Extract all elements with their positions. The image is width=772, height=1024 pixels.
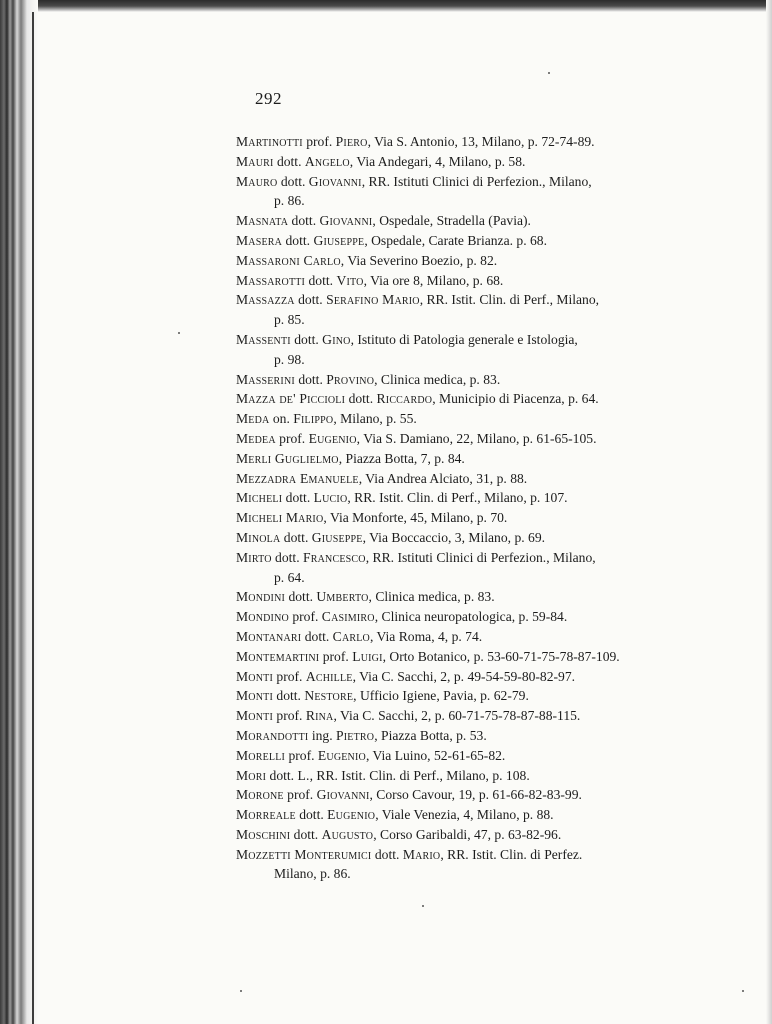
directory-entry [236,686,676,706]
entry-details: , Milano, p. 55. [333,411,417,427]
entry-details: , Via C. Sacchi, 2, p. 49-54-59-80-82-97. [352,668,576,684]
entry-title: dott. [280,173,306,189]
entry-surname: Massazza [236,292,295,308]
entry-first-name: L. [297,767,310,783]
directory-entry [236,330,676,370]
entry-surname: Micheli [236,490,283,506]
directory-entry [236,746,676,766]
directory-entry [236,726,676,746]
entry-title: dott. [275,549,300,565]
directory-list [236,132,676,884]
directory-entry [236,667,676,687]
entry-first-name: Serafino Mario [326,292,420,308]
directory-entry [236,469,676,489]
entry-surname: Massaroni Carlo [236,252,341,268]
entry-first-name: Piero [335,134,368,149]
directory-entry [236,132,676,152]
entry-surname: Mauro [236,173,278,189]
entry-details: , Corso Garibaldi, 47, p. 63-82-96. [373,826,562,842]
entry-first-name: Lucio [313,490,348,506]
entry-details: , RR. Istit. Clin. di Perfez. [440,846,583,862]
entry-title: dott. [298,371,323,387]
entry-surname: Minola [236,529,281,545]
entry-first-name: Eugenio [317,747,366,763]
directory-entry [236,706,676,726]
entry-first-name: Casimiro [321,609,375,625]
entry-surname: Mondino [236,609,289,625]
entry-first-name: Angelo [304,153,350,169]
entry-title: dott. [294,331,319,347]
directory-entry [236,528,676,548]
entry-surname: Merli Guglielmo [236,450,339,466]
binding-line [32,12,34,1024]
entry-details: , Istituto di Patologia generale e Istologia, [350,331,578,347]
entry-first-name: Umberto [316,589,369,605]
entry-surname: Mori [236,767,267,783]
entry-first-name: Vito [336,272,364,288]
entry-details: , Corso Cavour, 19, p. 61-66-82-83-99. [369,787,582,803]
entry-first-name: Achille [305,668,353,684]
directory-entry [236,845,676,885]
scan-speck [240,990,242,992]
directory-entry [236,251,676,271]
entry-details: , Piazza Botta, 7, p. 84. [338,450,465,466]
scan-speck [422,905,424,907]
entry-title: dott. [285,232,311,248]
directory-entry [236,370,676,390]
scan-top-edge [0,0,772,12]
entry-title: prof. [279,430,306,446]
directory-entry [236,409,676,429]
entry-details: , Ospedale, Stradella (Pavia). [372,213,531,229]
entry-details: , Via Severino Boezio, p. 82. [340,252,498,268]
entry-details: , Via Andegari, 4, Milano, p. 58. [349,153,526,169]
entry-details: , Ufficio Igiene, Pavia, p. 62-79. [353,688,529,704]
entry-first-name: Eugenio [308,430,357,446]
entry-first-name: Giovanni [319,213,373,229]
entry-title: prof. [292,609,319,625]
entry-details: , Clinica medica, p. 83. [374,371,501,387]
entry-details: , Via S. Damiano, 22, Milano, p. 61-65-105. [356,430,597,446]
entry-title: dott. [348,391,374,407]
entry-surname: Masserini [236,371,295,387]
entry-title: dott. [269,767,295,783]
entry-surname: Monti [236,668,273,684]
entry-surname: Moschini [236,826,291,842]
entry-details: , Via C. Sacchi, 2, p. 60-71-75-78-87-88-115. [333,708,581,724]
entry-continuation: p. 98. [274,351,305,367]
entry-title: dott. [298,292,323,308]
entry-first-name: Eugenio [327,807,376,823]
entry-details: , RR. Istit. Clin. di Perf., Milano, p. 107. [347,490,568,506]
entry-title: dott. [276,688,301,704]
entry-details: , Clinica neuropatologica, p. 59-84. [374,609,568,625]
directory-entry [236,587,676,607]
entry-title: prof. [322,648,349,664]
entry-title: on. [272,411,290,427]
entry-first-name: Francesco [303,549,366,565]
entry-details: , RR. Istituti Clinici di Perfezion., Milano, [361,173,592,189]
directory-entry [236,825,676,845]
entry-title: prof. [288,747,315,763]
entry-first-name: Giuseppe [311,529,363,545]
entry-continuation: p. 64. [274,569,305,585]
directory-entry [236,271,676,291]
entry-title: prof. [287,787,314,803]
entry-first-name: Rina [305,708,334,724]
directory-entry [236,627,676,647]
entry-title: prof. [276,668,303,684]
entry-surname: Martinotti [236,134,303,149]
entry-title: dott. [288,589,313,605]
entry-details: , Via ore 8, Milano, p. 68. [363,272,504,288]
entry-surname: Morandotti [236,727,309,743]
entry-surname: Monti [236,688,273,704]
entry-details: , Viale Venezia, 4, Milano, p. 88. [375,807,554,823]
page-number: 292 [255,89,282,108]
entry-first-name: Mario [402,846,441,862]
entry-first-name: Giovanni [308,173,362,189]
entry-title: dott. [299,807,324,823]
entry-details: , Clinica medica, p. 83. [368,589,495,605]
entry-details: , Via Boccaccio, 3, Milano, p. 69. [362,529,546,545]
entry-continuation: Milano, p. 86. [274,866,351,882]
entry-details: , Via Andrea Alciato, 31, p. 88. [358,470,528,486]
entry-details: , Via Roma, 4, p. 74. [369,628,483,644]
entry-surname: Mauri [236,153,274,169]
entry-surname: Mondini [236,589,286,605]
entry-first-name: Provino [326,371,375,387]
entry-surname: Micheli Mario [236,510,324,526]
directory-entry [236,449,676,469]
entry-surname: Morone [236,787,284,803]
directory-entry [236,290,676,330]
entry-title: dott. [308,272,334,288]
directory-entry [236,172,676,212]
directory-entry [236,607,676,627]
entry-first-name: Augusto [321,826,374,842]
entry-surname: Meda [236,411,270,427]
entry-details: , Ospedale, Carate Brianza. p. 68. [364,232,548,248]
entry-title: dott. [283,529,309,545]
entry-first-name: Carlo [332,628,370,644]
entry-surname: Morelli [236,747,286,763]
entry-details: , Orto Botanico, p. 53-60-71-75-78-87-109. [382,648,620,664]
entry-details: , Piazza Botta, p. 53. [374,727,487,743]
entry-surname: Morreale [236,807,296,823]
entry-continuation: p. 85. [274,312,305,328]
entry-first-name: Giuseppe [313,232,365,248]
entry-surname: Monti [236,708,273,724]
directory-entry [236,231,676,251]
directory-entry [236,548,676,588]
entry-first-name: Nestore [304,688,354,704]
entry-surname: Massenti [236,331,291,347]
entry-first-name: Pietro [336,727,375,743]
scan-speck [178,332,180,334]
entry-details: , RR. Istit. Clin. di Perf., Milano, p. 108. [309,767,530,783]
scan-speck [742,990,744,992]
entry-title: dott. [374,846,400,862]
scan-speck [548,72,550,74]
entry-surname: Mozzetti Monterumici [236,846,372,862]
directory-entry [236,647,676,667]
entry-title: dott. [276,153,302,169]
entry-surname: Montemartini [236,648,320,664]
directory-entry [236,211,676,231]
entry-title: dott. [293,826,319,842]
entry-surname: Montanari [236,628,302,644]
entry-surname: Massarotti [236,272,306,288]
directory-entry [236,429,676,449]
scan-right-edge [766,0,772,1024]
entry-title: ing. [311,727,333,743]
entry-title: dott. [291,213,317,229]
entry-surname: Medea [236,430,276,446]
entry-title: prof. [276,708,303,724]
entry-surname: Mirto [236,549,272,565]
entry-details: , RR. Istituti Clinici di Perfezion., Milano, [365,549,596,565]
entry-surname: Masnata [236,213,289,229]
directory-entry [236,805,676,825]
directory-entry [236,766,676,786]
entry-details: , Via Luino, 52-61-65-82. [365,747,506,763]
entry-first-name: Gino [322,331,351,347]
entry-first-name: Luigi [352,648,383,664]
entry-surname: Masera [236,232,283,248]
entry-details: , Via Monforte, 45, Milano, p. 70. [323,510,508,526]
entry-first-name: Giovanni [316,787,370,803]
directory-entry [236,508,676,528]
entry-surname: Mazza de' Piccioli [236,391,346,407]
entry-title: dott. [304,628,330,644]
directory-entry [236,488,676,508]
directory-entry [236,389,676,409]
entry-first-name: Riccardo [376,391,433,407]
entry-continuation: p. 86. [274,193,305,209]
directory-entry [236,785,676,805]
entry-details: , Via S. Antonio, 13, Milano, p. 72-74-89. [367,134,595,149]
entry-title: dott. [285,490,311,506]
directory-entry [236,152,676,172]
entry-details: , Municipio di Piacenza, p. 64. [432,391,599,407]
entry-title: prof. [306,134,333,149]
entry-surname: Mezzadra Emanuele [236,470,359,486]
entry-first-name: Filippo [293,411,334,427]
entry-details: , RR. Istit. Clin. di Perf., Milano, [419,292,600,308]
